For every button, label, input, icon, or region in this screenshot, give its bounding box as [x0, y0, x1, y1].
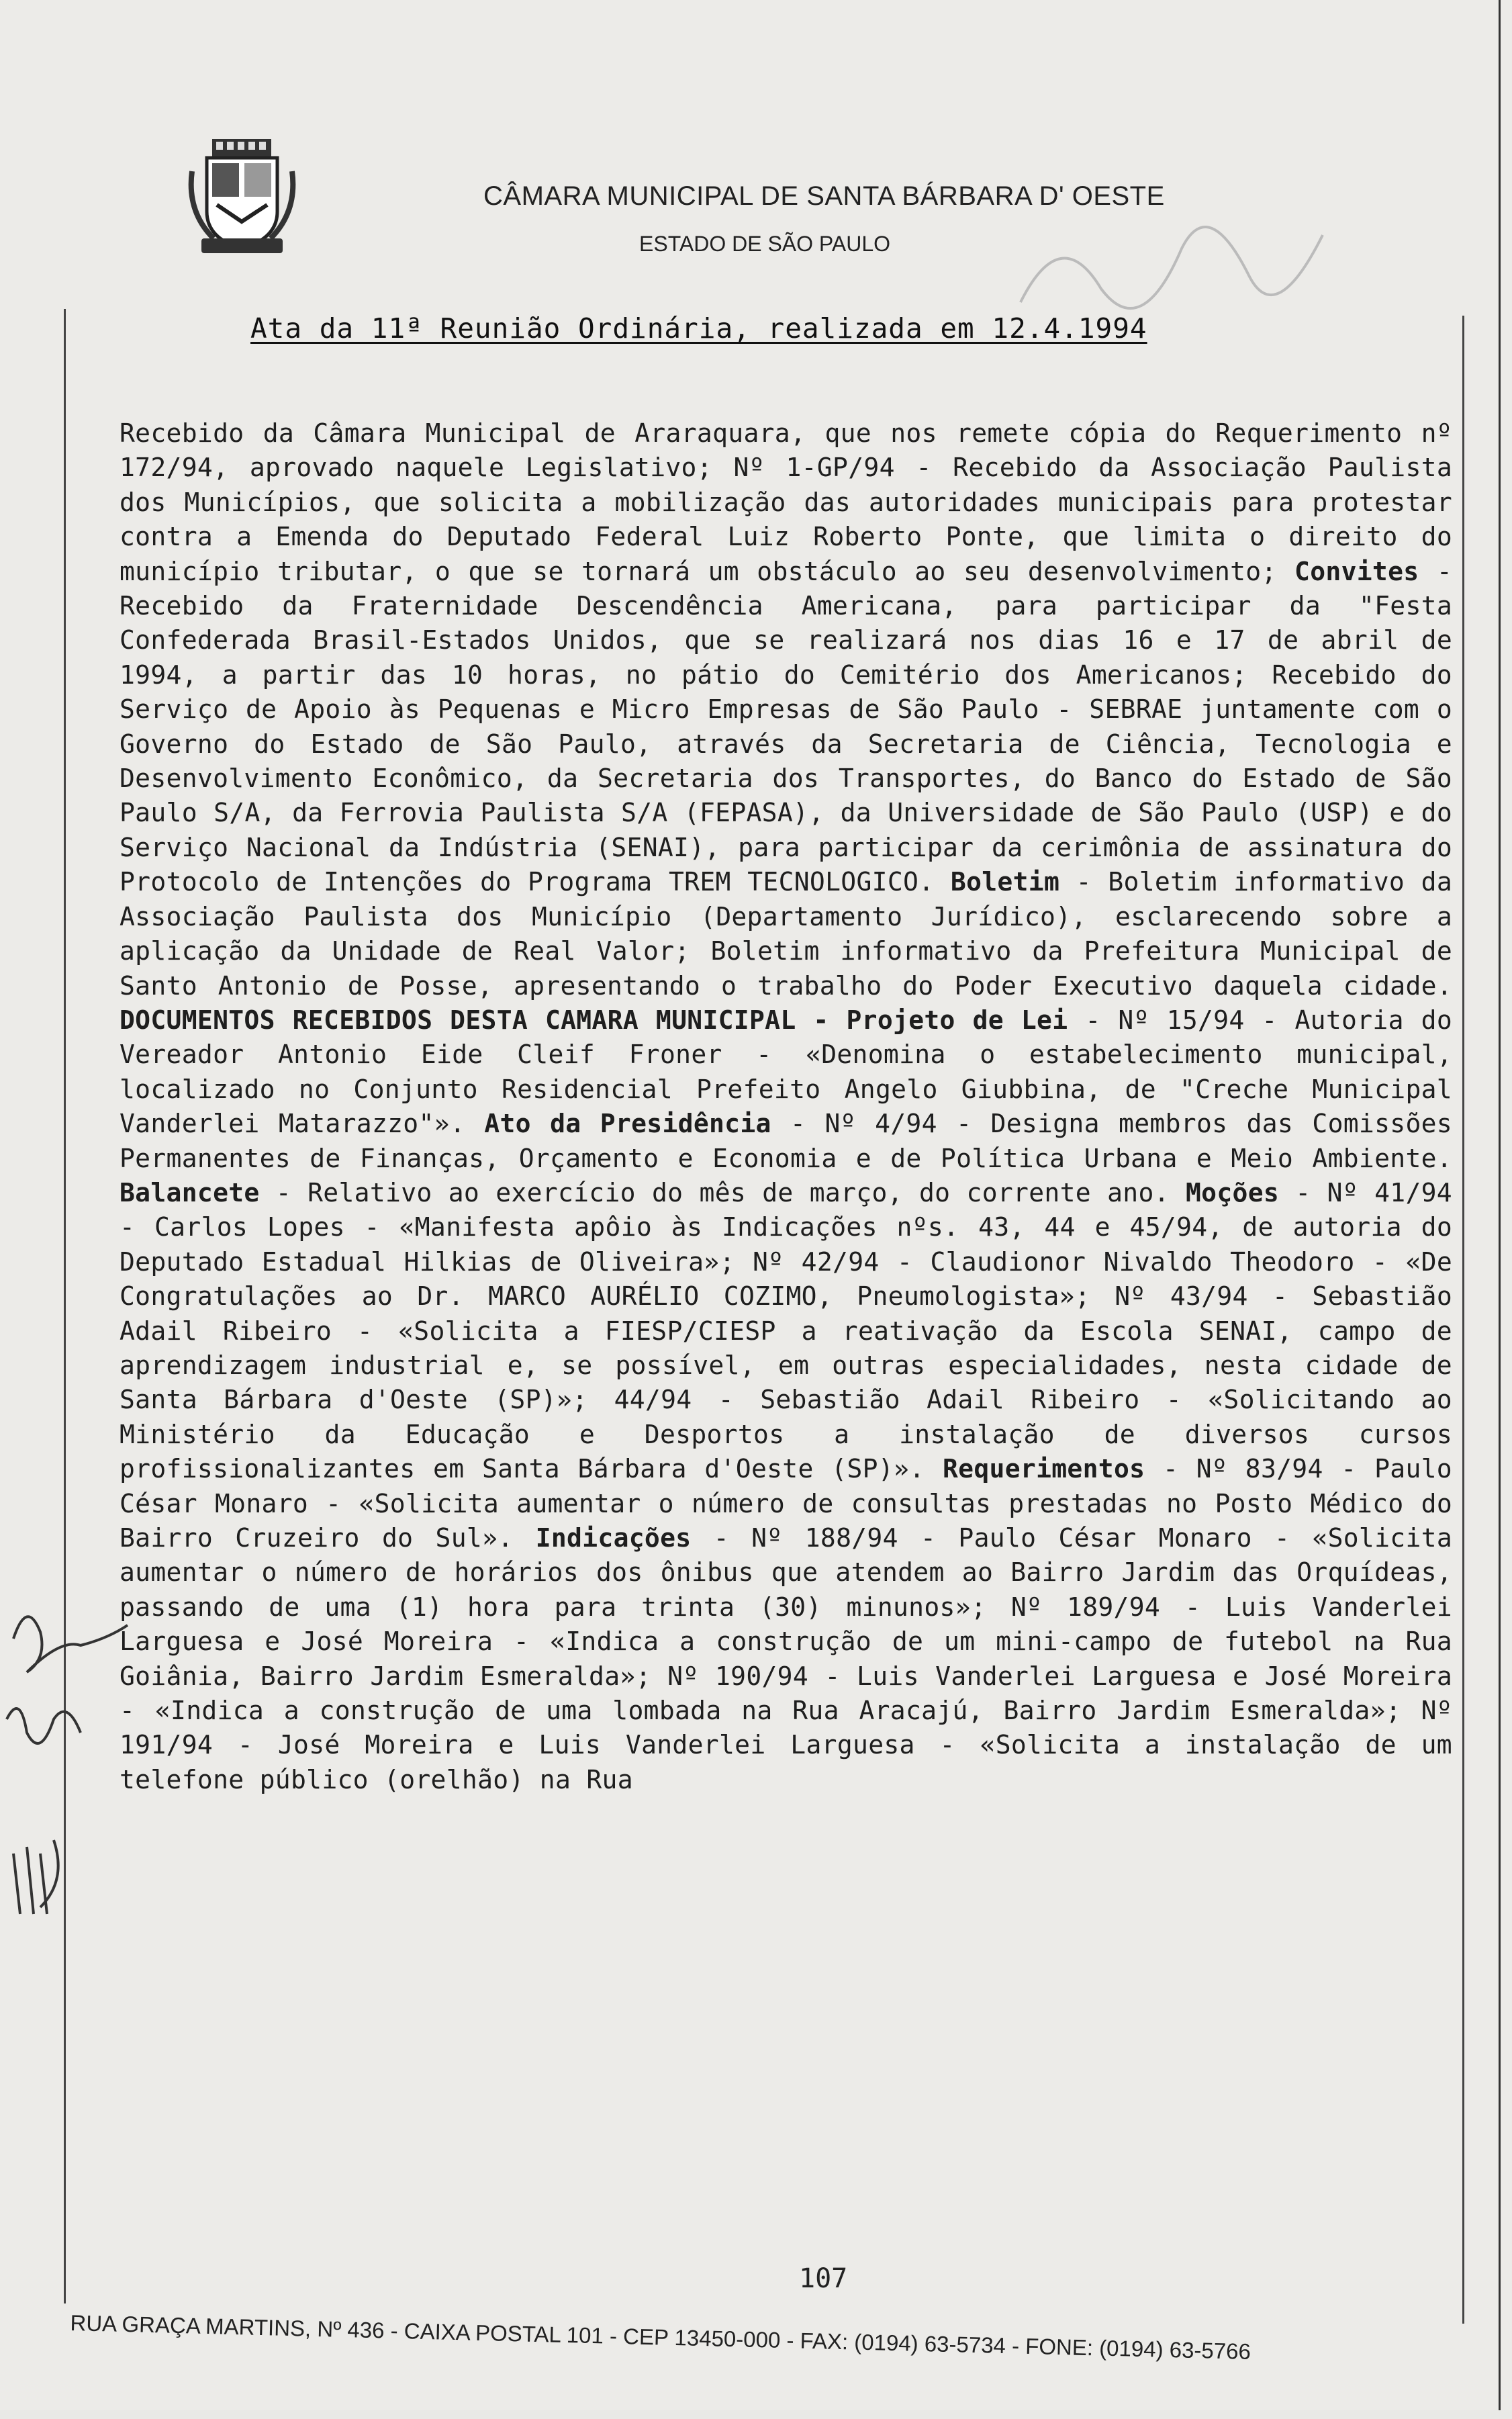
institution-name: CÂMARA MUNICIPAL DE SANTA BÁRBARA D' OESTE — [483, 181, 1165, 211]
body-paragraph: - Relativo ao exercício do mês de março, do corrente ano. — [259, 1177, 1186, 1207]
minutes-title: Ata da 11ª Reunião Ordinária, realizada em 12.4.1994 — [250, 312, 1147, 345]
minutes-body — [120, 416, 1452, 1797]
municipal-crest-icon — [187, 138, 297, 262]
footer-address: RUA GRAÇA MARTINS, Nº 436 - CAIXA POSTAL 101 - CEP 13450-000 - FAX: (0194) 63-5734 - FONE: (0194) 63-5766 — [70, 2310, 1251, 2364]
section-heading-indicacoes: Indicações — [535, 1523, 692, 1553]
body-paragraph: - Nº 15/94 - Autoria do Vereador Antonio Eide Cleif Froner - «Denomina o estabelecimento municipal, localizado no Conjunto Residencial Prefeito Angelo Giubbina, de "Creche Municipal Vanderlei Matarazzo"». — [120, 1005, 1452, 1139]
state-name: ESTADO DE SÃO PAULO — [639, 232, 891, 256]
section-heading-convites: Convites — [1294, 556, 1419, 586]
section-heading-boletim: Boletim — [950, 867, 1060, 897]
left-margin-rule — [64, 309, 66, 2303]
right-margin-rule — [1462, 316, 1464, 2324]
section-heading-ato-presidencia: Ato da Presidência — [484, 1109, 771, 1139]
section-heading-requerimentos: Requerimentos — [943, 1454, 1145, 1484]
section-heading-balancete: Balancete — [120, 1177, 260, 1207]
section-heading-documentos: DOCUMENTOS RECEBIDOS DESTA CAMARA MUNICIPAL - Projeto de Lei — [120, 1005, 1068, 1035]
section-heading-mocoes: Moções — [1185, 1177, 1280, 1207]
page-number: 107 — [799, 2263, 848, 2294]
page-edge-line — [1499, 0, 1501, 2410]
body-paragraph: - Nº 4/94 - Designa membros das Comissões Permanentes de Finanças, Orçamento e Economia e de Política Urbana e Meio Ambiente. — [120, 1109, 1452, 1173]
body-paragraph: - Nº 188/94 - Paulo César Monaro - «Solicita aumentar o número de horários dos ônibus que atendem ao Bairro Jardim das Orquídeas, passando de uma (1) hora para trinta (30) minunos»; Nº 189/94 - Luis Vanderlei Larguesa e José Moreira - «Indica a construção de um mini-campo de futebol na Rua Goiânia, Bairro Jardim Esmeralda»; Nº 190/94 - Luis Vanderlei Larguesa e José Moreira - «Indica a construção de uma lombada na Rua Aracajú, Bairro Jardim Esmeralda»; Nº 191/94 - José Moreira e Luis Vanderlei Larguesa - «Solicita a instalação de um telefone público (orelhão) na Rua — [120, 1523, 1452, 1794]
body-paragraph: Recebido da Câmara Municipal de Araraquara, que nos remete cópia do Requerimento nº 172/94, aprovado naquele Legislativo; Nº 1-GP/94 - Recebido da Associação Paulista dos Municípios, que solicita a mobilização das autoridades municipais para protestar contra a Emenda do Deputado Federal Luiz Roberto Ponte, que limita o direito do município tributar, o que se tornará um obstáculo ao seu desenvolvimento; — [120, 418, 1452, 586]
handwritten-signature — [0, 1598, 134, 1948]
body-paragraph: - Boletim informativo da Associação Paulista dos Município (Departamento Jurídico), esclarecendo sobre a aplicação da Unidade de Real Valor; Boletim informativo da Prefeitura Municipal de Santo Antonio de Posse, apresentando o trabalho do Poder Executivo daquela cidade. — [120, 867, 1452, 1001]
body-paragraph: - Nº 41/94 - Carlos Lopes - «Manifesta apôio às Indicações nºs. 43, 44 e 45/94, de autoria do Deputado Estadual Hilkias de Oliveira»; Nº 42/94 - Claudionor Nivaldo Theodoro - «De Congratulações ao Dr. MARCO AURÉLIO COZIMO, Pneumologista»; Nº 43/94 - Sebastião Adail Ribeiro - «Solicita a FIESP/CIESP a reativação da Escola SENAI, campo de aprendizagem industrial e, se possível, em outras especialidades, nesta cidade de Santa Bárbara d'Oeste (SP)»; 44/94 - Sebastião Adail Ribeiro - «Solicitando ao Ministério da Educação e Desportos a instalação de diversos cursos profissionalizantes em Santa Bárbara d'Oeste (SP)». — [120, 1177, 1452, 1484]
body-paragraph: - Nº 83/94 - Paulo César Monaro - «Solicita aumentar o número de consultas prestadas no Posto Médico do Bairro Cruzeiro do Sul». — [120, 1454, 1452, 1553]
body-paragraph: - Recebido da Fraternidade Descendência Americana, para participar da "Festa Confederada Brasil-Estados Unidos, que se realizará nos dias 16 e 17 de abril de 1994, a partir das 10 horas, no pátio do Cemitério dos Americanos; Recebido do Serviço de Apoio às Pequenas e Micro Empresas de São Paulo - SEBRAE juntamente com o Governo do Estado de São Paulo, através da Secretaria de Ciência, Tecnologia e Desenvolvimento Econômico, da Secretaria dos Transportes, do Banco do Estado de São Paulo S/A, da Ferrovia Paulista S/A (FEPASA), da Universidade de São Paulo (USP) e do Serviço Nacional da Indústria (SENAI), para participar da cerimônia de assinatura do Protocolo de Intenções do Programa TREM TECNOLOGICO. — [120, 556, 1452, 897]
